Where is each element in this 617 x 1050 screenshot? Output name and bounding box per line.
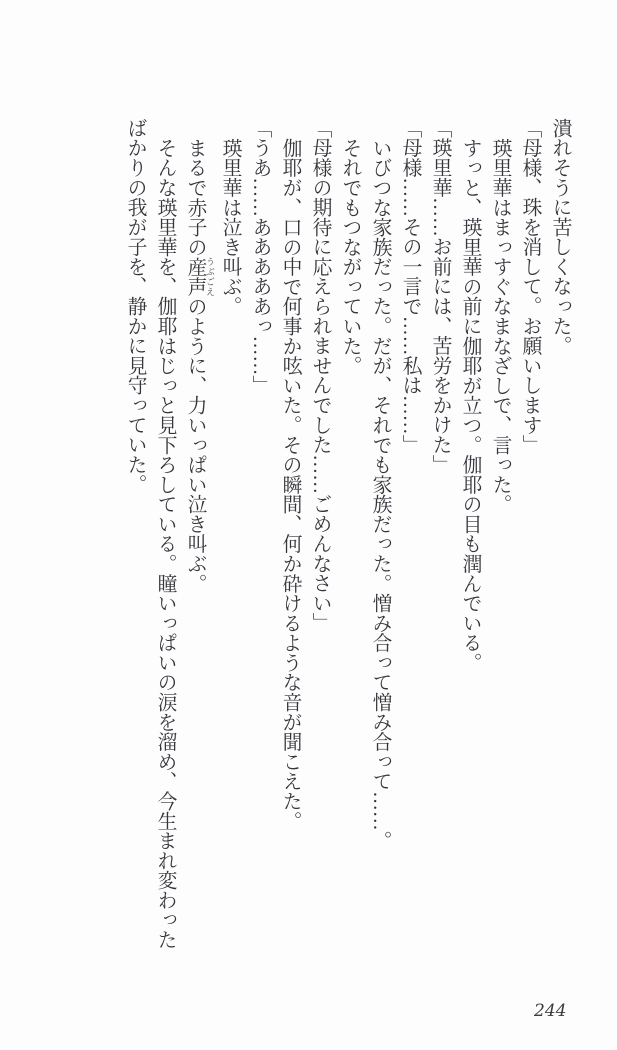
ruby-pre-text: まるで赤子の [184, 137, 206, 257]
text-line: 伽耶が、口の中で何事か呟いた。その瞬間、何か砕けるような音が聞こえた。 [279, 137, 301, 831]
ruby-ubugoe [184, 256, 215, 297]
text-line: いびつな家族だった。だが、それでも家族だった。憎み合って憎み合って……。 [369, 137, 391, 851]
page-number: 244 [534, 1001, 567, 1021]
text-line: そんな瑛里華を、伽耶はじっと見下ろしている。瞳いっぱいの涙を溜め、今生まれ変わった [154, 137, 176, 950]
text-line: 瑛里華はまっすぐなまなざしで、言った。 [489, 137, 511, 514]
text-line-dialogue: 「瑛里華……お前には、苦労をかけた」 [429, 118, 451, 475]
text-line-dialogue: 「母様、珠を消して。お願いします」 [519, 118, 541, 455]
text-line: すっと、瑛里華の前に伽耶が立つ。伽耶の目も潤んでいる。 [459, 137, 481, 673]
text-block [125, 118, 575, 958]
text-line: 潰れそうに苦しくなった。 [549, 118, 571, 356]
ruby-furigana: うぶごえ [205, 256, 215, 297]
text-line: それでもつながっていた。 [339, 137, 361, 376]
text-line-dialogue: 「うあ……あああああっ……」 [249, 118, 271, 396]
text-line-dialogue: 「母様の期待に応えられませんでした……ごめんなさい」 [309, 118, 331, 633]
text-line-dialogue: 「母様……その一言で……私は……」 [399, 118, 421, 455]
ruby-base: 産声 [184, 256, 206, 297]
ruby-post-text: のように、力いっぱい泣き叫ぶ。 [184, 296, 206, 593]
text-line: ばかりの我が子を、静かに見守っていた。 [124, 118, 146, 495]
text-line: 瑛里華は泣き叫ぶ。 [219, 137, 241, 316]
text-line-with-ruby [180, 118, 215, 958]
